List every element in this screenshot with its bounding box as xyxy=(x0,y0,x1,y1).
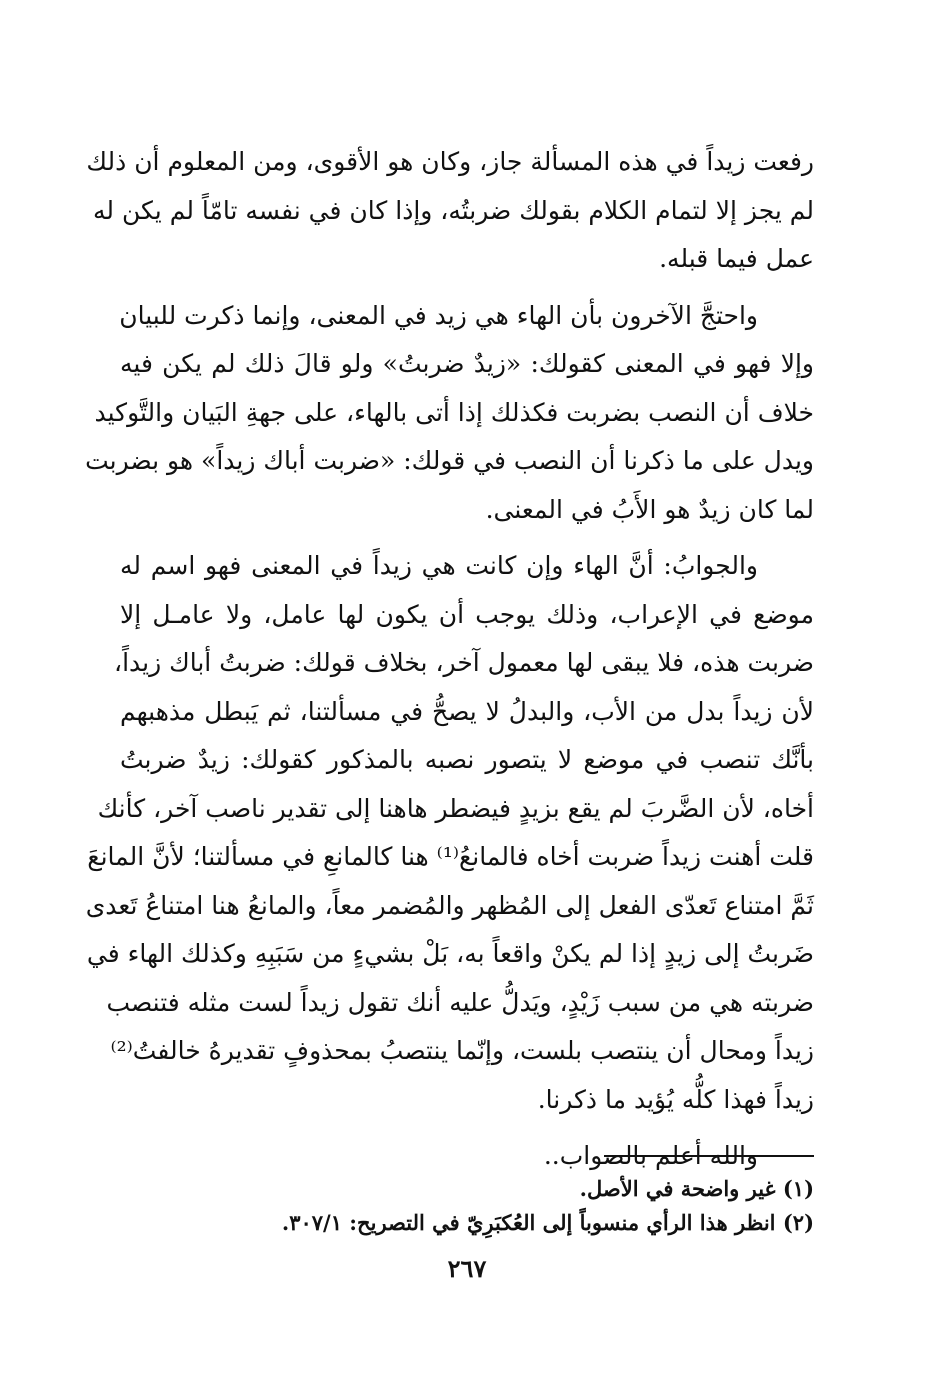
closing-text: والله أعلم بالصواب.. xyxy=(543,1141,758,1170)
text-line: بأنَّك تنصب في موضع لا يتصور نصبه بالمذكور كقولك: زيدٌ ضربتُ xyxy=(120,745,814,774)
text-line: والجوابُ: أنَّ الهاء وإن كانت هي زيداً في المعنى فهو اسم له xyxy=(120,551,758,580)
text-line: ضربت هذه، فلا يبقى لها معمول آخر، بخلاف قولك: ضربتُ أباك زيداً، xyxy=(114,648,814,677)
text-line: قلت أهنت زيداً ضربت أخاه فالمانعُ⁽¹⁾ هنا كالمانعِ في مسألتنا؛ لأنَّ المانعَ xyxy=(87,842,814,871)
text-line: لأن زيداً بدل من الأب، والبدلُ لا يصحُّ في مسألتنا، ثم يَبطل مذهبهم xyxy=(120,696,814,726)
text-line: موضع في الإعراب، وذلك يوجب أن يكون لها عامل، ولا عامـل إلا xyxy=(120,599,814,629)
text-line: وإلا فهو في المعنى كقولك: «زيدٌ ضربتُ» ولو قالَ ذلك لم يكن فيه xyxy=(120,349,814,378)
paragraph-3 xyxy=(85,542,814,1124)
text-line: زيداً فهذا كلُّه يُؤيد ما ذكرنا. xyxy=(537,1084,814,1114)
text-line: ضَربتُ إلى زيدٍ إذا لم يكنْ واقعاً به، بَلْ بشيءٍ من سَبَبِهِ وكذلك الهاء في xyxy=(86,939,814,968)
text-line: زيداً ومحال أن ينتصب بلست، وإنّما ينتصبُ بمحذوفٍ تقديرهُ خالفتُ⁽²⁾ xyxy=(110,1036,814,1065)
text-line: ويدل على ما ذكرنا أن النصب في قولك: «ضربت أباك زيداً» هو بضربت xyxy=(85,446,814,475)
text-line: لما كان زيدٌ هو الأَبُ في المعنى. xyxy=(485,494,814,524)
footnote-1: (١) غير واضحة في الأصل. xyxy=(579,1176,814,1201)
text-line: ضربته هي من سبب زَيْدٍ، ويَدلُّ عليه أنك تقول زيداً لست مثله فتنصب xyxy=(106,987,814,1017)
text-line: عمل فيما قبله. xyxy=(659,244,814,273)
text-line: لم يجز إلا لتمام الكلام بقولك ضربتُه، وإذا كان في نفسه تامّاً لم يكن له xyxy=(92,195,814,225)
paragraph-2 xyxy=(85,292,814,535)
footnote-2: (٢) انظر هذا الرأي منسوباً إلى العُكبَرِيّ في التصريح: ٣٠٧/١. xyxy=(281,1210,814,1235)
text-line: رفعت زيداً في هذه المسألة جاز، وكان هو الأقوى، ومن المعلوم أن ذلك xyxy=(86,147,814,176)
page-number: ٢٦٧ xyxy=(447,1254,487,1283)
text-line: خلاف أن النصب بضربت فكذلك إذا أتى بالهاء، على جهةِ البَيان والتَّوكيد xyxy=(94,397,814,427)
text-line: واحتجَّ الآخرون بأن الهاء هي زيد في المعنى، وإنما ذكرت للبيان xyxy=(119,300,758,330)
paragraph-1 xyxy=(86,138,814,284)
text-line: ثَمَّ امتناع تَعدّى الفعل إلى المُظهر والمُضمر معاً، والمانعُ هنا امتناعُ تَعدى xyxy=(85,890,814,920)
footnote-divider xyxy=(604,1155,814,1157)
footnotes xyxy=(120,1172,814,1240)
text-line: أخاه، لأن الضَّربَ لم يقع بزيدٍ فيضطر هاهنا إلى تقدير ناصب آخر، كأنك xyxy=(97,793,814,823)
